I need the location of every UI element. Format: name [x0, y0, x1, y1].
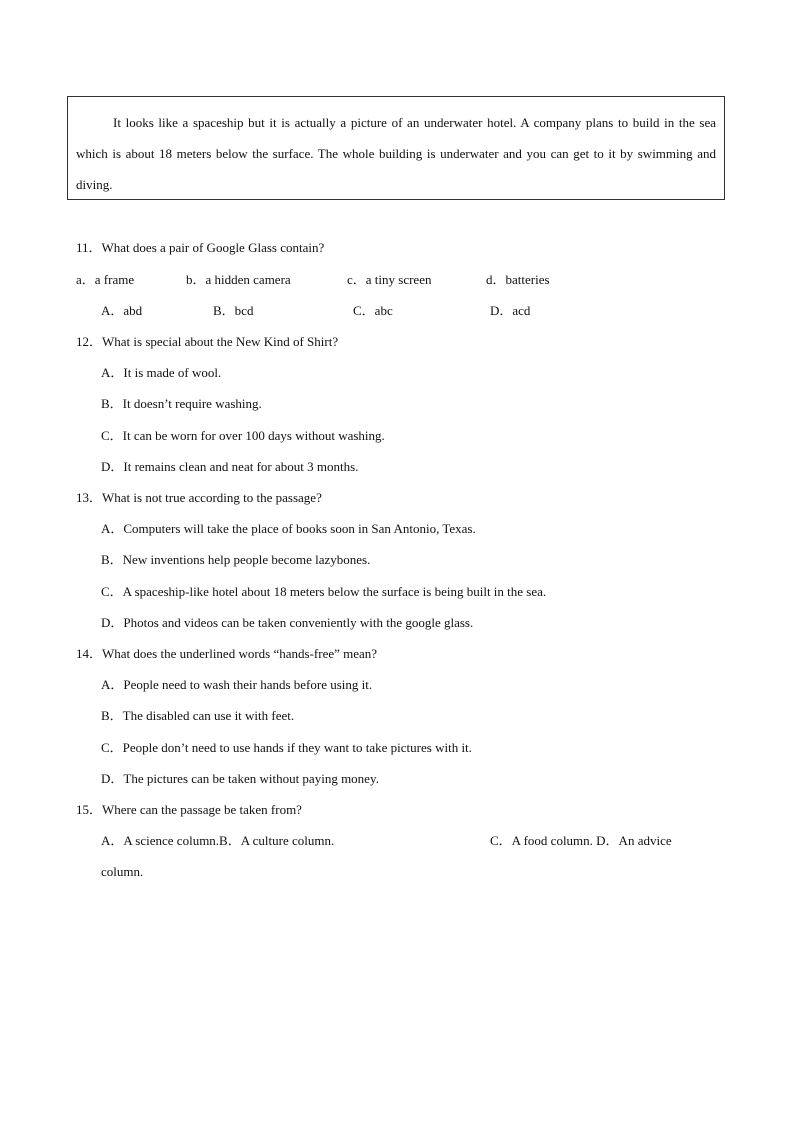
- question-11-option-a: A．abd: [101, 303, 143, 318]
- question-15-stem: 15．Where can the passage be taken from?: [76, 802, 302, 817]
- question-15-options-ab: A．A science column.B．A culture column.: [101, 833, 335, 848]
- question-11-option-d: D．acd: [490, 303, 531, 318]
- passage-box: [67, 96, 725, 200]
- question-14-option-d: D．The pictures can be taken without paying money.: [101, 771, 379, 786]
- question-11-item-b: b．a hidden camera: [186, 272, 291, 287]
- question-11-item-d: d．batteries: [486, 272, 550, 287]
- question-13-option-c: C．A spaceship-like hotel about 18 meters below the surface is being built in the sea.: [101, 584, 547, 599]
- question-11-item-c: c．a tiny screen: [347, 272, 432, 287]
- question-14-option-b: B．The disabled can use it with feet.: [101, 708, 295, 723]
- question-15-options-cd: C．A food column. D．An advice: [490, 833, 672, 848]
- question-14-option-a: A．People need to wash their hands before using it.: [101, 677, 373, 692]
- question-11-option-b: B．bcd: [213, 303, 254, 318]
- question-13-option-b: B．New inventions help people become lazybones.: [101, 552, 371, 567]
- question-11-option-c: C．abc: [353, 303, 393, 318]
- question-15-options-wrap: column.: [101, 864, 144, 879]
- question-13-stem: 13．What is not true according to the passage?: [76, 490, 322, 505]
- question-13-option-a: A．Computers will take the place of books soon in San Antonio, Texas.: [101, 521, 476, 536]
- question-12-option-d: D．It remains clean and neat for about 3 months.: [101, 459, 359, 474]
- question-12-option-a: A．It is made of wool.: [101, 365, 222, 380]
- question-12-option-b: B．It doesn’t require washing.: [101, 396, 262, 411]
- question-11-item-a: a．a frame: [76, 272, 135, 287]
- question-13-option-d: D．Photos and videos can be taken conveniently with the google glass.: [101, 615, 474, 630]
- question-12-option-c: C．It can be worn for over 100 days without washing.: [101, 428, 385, 443]
- question-14-stem: 14．What does the underlined words “hands-free” mean?: [76, 646, 378, 661]
- question-12-stem: 12．What is special about the New Kind of Shirt?: [76, 334, 339, 349]
- question-14-option-c: C．People don’t need to use hands if they want to take pictures with it.: [101, 740, 472, 755]
- passage-text: It looks like a spaceship but it is actually a picture of an underwater hotel. A company plans to build in the sea which is about 18 meters below the surface. The whole building is underwater and you can get to it by swimming and diving.: [76, 115, 716, 192]
- question-11-stem: 11．What does a pair of Google Glass contain?: [76, 240, 325, 255]
